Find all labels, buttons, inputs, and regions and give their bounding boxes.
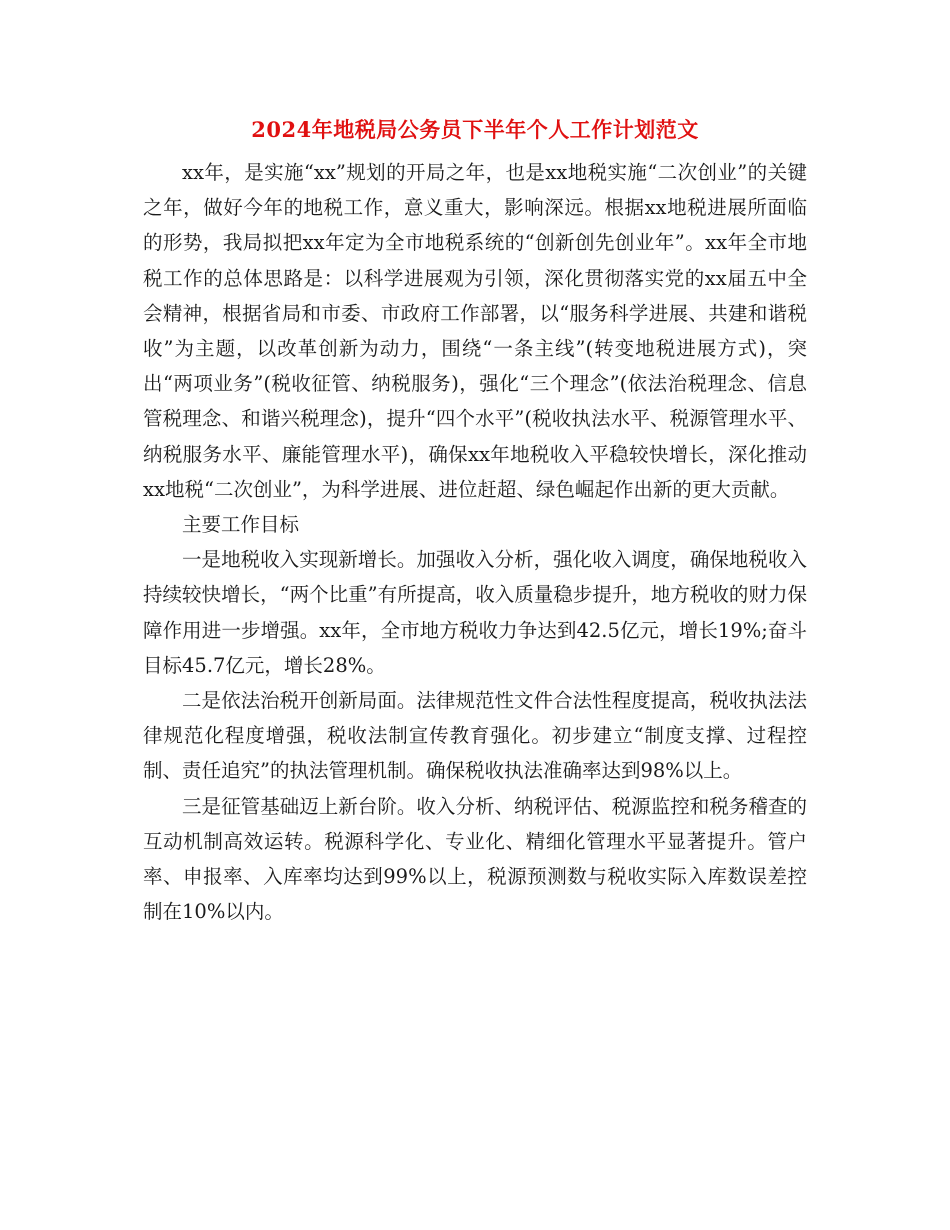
- document-body: [143, 155, 807, 929]
- paragraph-goal-one: 一是地税收入实现新增长。加强收入分析，强化收入调度，确保地税收入持续较快增长，“两个比重”有所提高，收入质量稳步提升，地方税收的财力保障作用进一步增强。xx年，全市地方税收力争达到42.5亿元，增长19%;奋斗目标45.7亿元，增长28%。: [143, 548, 807, 677]
- paragraph-goal-three: 三是征管基础迈上新台阶。收入分析、纳税评估、税源监控和税务稽查的互动机制高效运转。税源科学化、专业化、精细化管理水平显著提升。管户率、申报率、入库率均达到99%以上，税源预测数与税收实际入库数误差控制在10%以内。: [143, 794, 807, 924]
- paragraph-intro: xx年，是实施“xx”规划的开局之年，也是xx地税实施“二次创业”的关键之年，做好今年的地税工作，意义重大，影响深远。根据xx地税进展所面临的形势，我局拟把xx年定为全市地税系统的“创新创先创业年”。xx年全市地税工作的总体思路是：以科学进展观为引领，深化贯彻落实党的xx届五中全会精神，根据省局和市委、市政府工作部署，以“服务科学进展、共建和谐税收”为主题，以改革创新为动力，围绕“一条主线”(转变地税进展方式)，突出“两项业务”(税收征管、纳税服务)，强化“三个理念”(依法治税理念、信息管税理念、和谐兴税理念)，提升“四个水平”(税收执法水平、税源管理水平、纳税服务水平、廉能管理水平)，确保xx年地税收入平稳较快增长，深化推动xx地税“二次创业”，为科学进展、进位赶超、绿色崛起作出新的更大贡献。: [143, 161, 807, 501]
- paragraph-goal-two: 二是依法治税开创新局面。法律规范性文件合法性程度提高，税收执法法律规范化程度增强，税收法制宣传教育强化。初步建立“制度支撑、过程控制、责任追究”的执法管理机制。确保税收执法准确率达到98%以上。: [143, 689, 807, 783]
- paragraph-heading-main-goals: 主要工作目标: [182, 513, 300, 537]
- document-title: 2024年地税局公务员下半年个人工作计划范文: [251, 117, 699, 142]
